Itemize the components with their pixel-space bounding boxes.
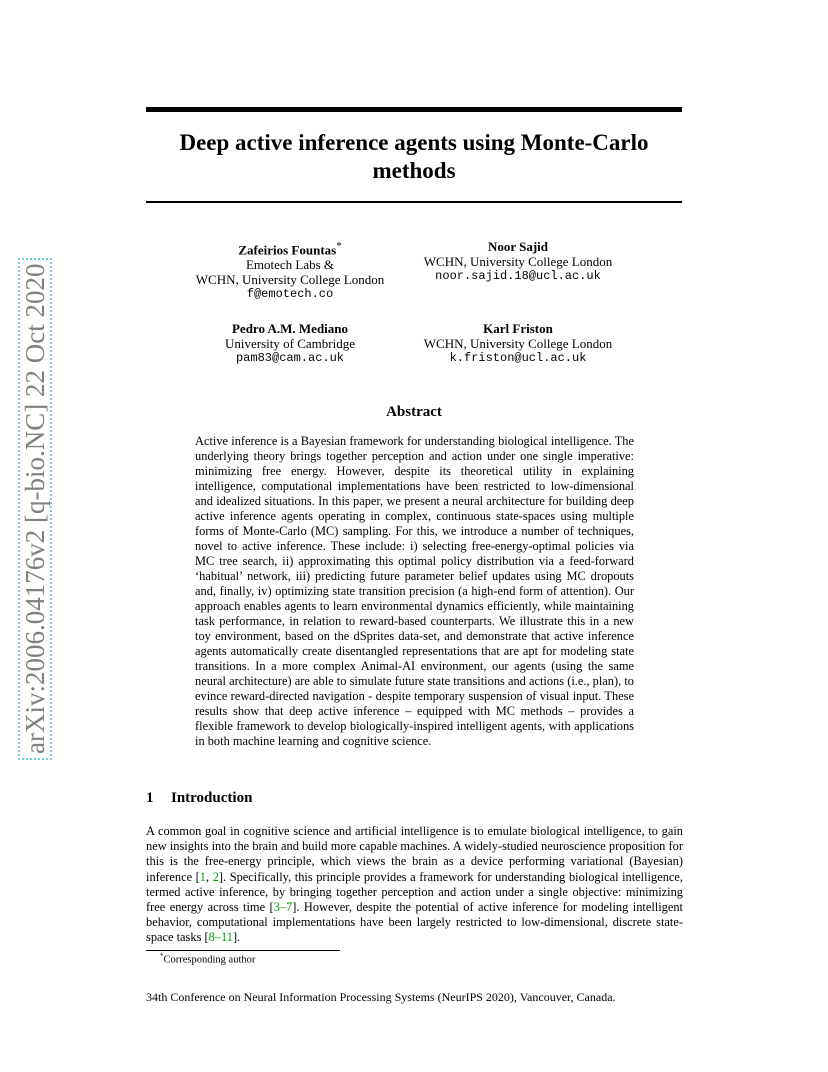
intro-text: A common goal in cognitive science and artificial intelligence is to emulate biological intelligence, to gain new insights into the brain and build more capable machines. A widely-studied neuroscience proposition for this is the free-energy principle, which views the brain as a device performing variational (Bayesian) inference [ <box>146 824 683 884</box>
author-affiliation: WCHN, University College London <box>423 336 613 351</box>
author-name: Karl Friston <box>483 321 553 336</box>
author-block <box>408 321 628 366</box>
footnote <box>160 952 255 966</box>
intro-paragraph <box>146 824 683 946</box>
author-name: Zafeirios Fountas <box>238 242 337 258</box>
citation-link[interactable]: 1 <box>199 869 206 884</box>
arxiv-stamp: arXiv:2006.04176v2 [q-bio.NC] 22 Oct 2020 <box>18 258 52 760</box>
author-email: f@emotech.co <box>246 287 334 302</box>
section-heading <box>146 790 252 807</box>
author-email: k.friston@ucl.ac.uk <box>449 351 587 365</box>
title-bottom-rule <box>146 201 682 203</box>
author-affiliation: Emotech Labs & <box>245 257 335 273</box>
intro-text: ]. <box>232 930 241 945</box>
footnote-text: Corresponding author <box>163 954 256 966</box>
title-top-rule <box>146 107 682 112</box>
abstract-heading: Abstract <box>386 404 442 420</box>
author-block <box>180 321 400 366</box>
footnote-rule <box>146 950 340 951</box>
author-affiliation: WCHN, University College London <box>423 254 613 269</box>
abstract-text: Active inference is a Bayesian framework for understanding biological intelligence. The underlying theory brings together perception and action under one single imperative: minimizing free energy. However, despite its theoretical utility in explaining intelligence, computational implementations have been restricted to low-dimensional and idealized situations. In this paper, we present a neural architecture for building deep active inference agents operating in complex, continuous state-spaces using multiple forms of Monte-Carlo (MC) sampling. For this, we introduce a number of techniques, novel to active inference. These include: i) selecting free-energy-optimal policies via MC tree search, ii) approximating this optimal policy distribution via a feed-forward ‘habitual’ network, iii) predicting future parameter belief updates using MC dropouts and, finally, iv) optimizing state transition precision (a high-end form of attention). Our approach enables agents to learn environmental dynamics efficiently, while maintaining task performance, in relation to reward-based counterparts. We illustrate this in a new toy environment, based on the dSprites data-set, and demonstrate that active inference agents automatically create disentangled representations that are apt for modeling state transitions. In a more complex Animal-AI environment, our agents (using the same neural architecture) are able to simulate future state transitions and actions (i.e., plan), to evince reward-directed navigation - despite temporary suspension of visual input. These results show that deep active inference – equipped with MC methods – provides a flexible framework to develop biologically-inspired intelligent agents, with applications in both machine learning and cognitive science. <box>195 434 634 748</box>
section-number: 1 <box>146 790 154 806</box>
intro-text: ]. However, despite the potential of active inference for modeling intelligent behavior, computational implementations have been largely restricted to low-dimensional, discrete state-space tasks [ <box>146 900 683 945</box>
citation-separator: , <box>206 869 213 884</box>
author-affiliation: WCHN, University College London <box>195 272 385 288</box>
intro-text: ]. Specifically, this principle provides a framework for understanding biological intelligence, termed active inference, by bringing together perception and action under a single objective: minimizing free energy across time [ <box>146 869 683 915</box>
author-affiliation: University of Cambridge <box>225 336 355 351</box>
author-block <box>420 239 616 284</box>
citation-link[interactable]: 8–11 <box>208 930 233 945</box>
author-footnote-mark: * <box>336 240 342 252</box>
footnote-mark: * <box>160 952 164 960</box>
author-name: Noor Sajid <box>487 239 549 254</box>
author-email: pam83@cam.ac.uk <box>235 351 345 365</box>
paper-title: Deep active inference agents using Monte-Carlo methods <box>179 130 649 183</box>
citation-link[interactable]: 2 <box>212 869 219 884</box>
author-block <box>180 239 400 302</box>
author-name: Pedro A.M. Mediano <box>231 321 349 336</box>
section-title: Introduction <box>171 790 253 806</box>
venue-line: 34th Conference on Neural Information Processing Systems (NeurIPS 2020), Vancouver, Canada. <box>146 990 616 1004</box>
citation-link[interactable]: 3–7 <box>273 900 293 915</box>
author-email: noor.sajid.18@ucl.ac.uk <box>435 269 601 283</box>
